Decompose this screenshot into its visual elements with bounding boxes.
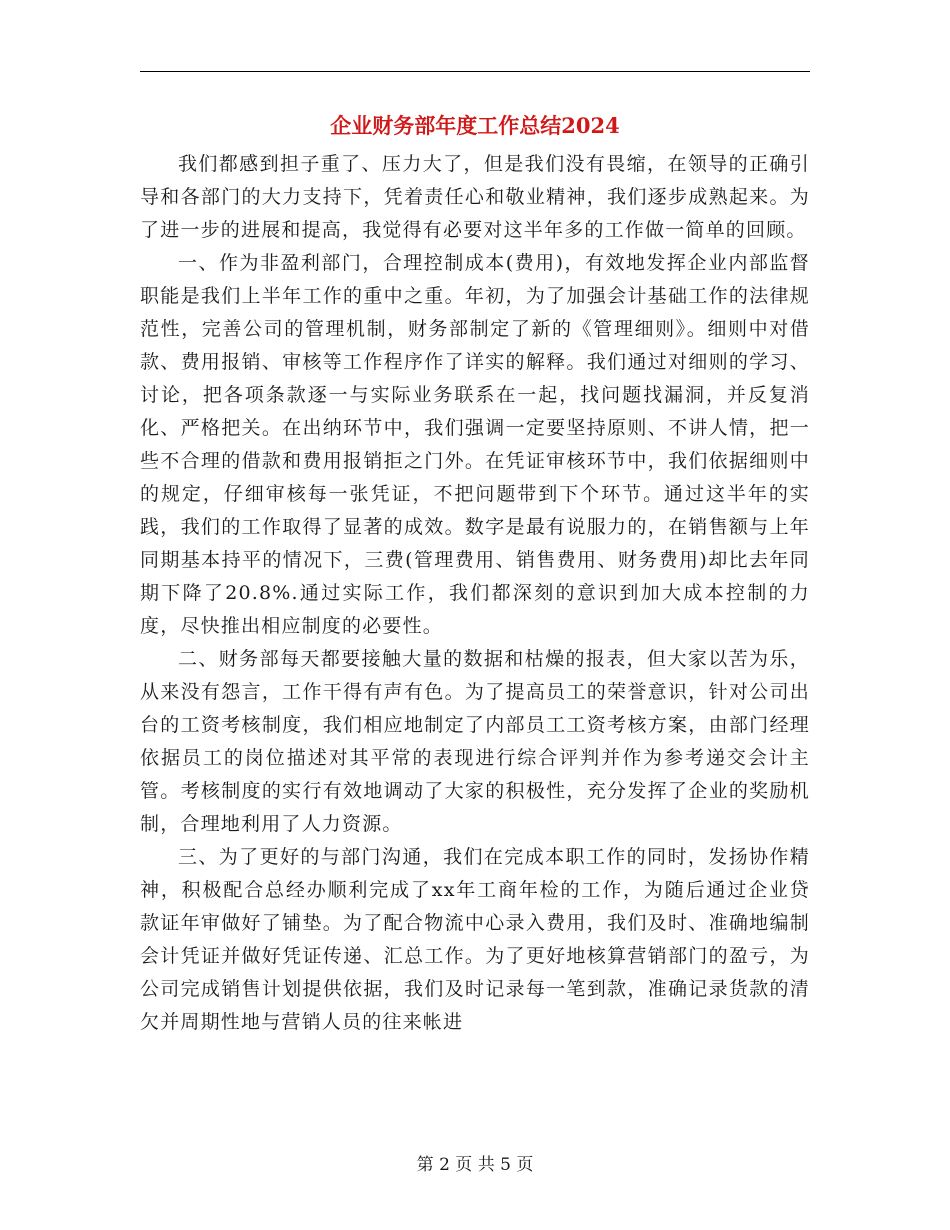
paragraph-intro: 我们都感到担子重了、压力大了，但是我们没有畏缩，在领导的正确引导和各部门的大力支持下，凭着责任心和敬业精神，我们逐步成熟起来。为了进一步的进展和提高，我觉得有必要对这半年多的工作做一简单的回顾。 [140, 153, 810, 241]
header-rule [140, 71, 810, 72]
paragraph-section-2: 二、财务部每天都要接触大量的数据和枯燥的报表，但大家以苦为乐，从来没有怨言，工作干得有声有色。为了提高员工的荣誉意识，针对公司出台的工资考核制度，我们相应地制定了内部员工工资考核方案，由部门经理依据员工的岗位描述对其平常的表现进行综合评判并作为参考递交会计主管。考核制度的实行有效地调动了大家的积极性，充分发挥了企业的奖励机制，合理地利用了人力资源。 [140, 648, 810, 835]
page-number-footer: 第 2 页 共 5 页 [416, 1155, 534, 1175]
document-body [140, 148, 810, 1039]
document-title: 企业财务部年度工作总结2024 [330, 113, 620, 138]
paragraph-section-3: 三、为了更好的与部门沟通，我们在完成本职工作的同时，发扬协作精神，积极配合总经办顺利完成了xx年工商年检的工作，为随后通过企业贷款证年审做好了铺垫。为了配合物流中心录入费用，我们及时、准确地编制会计凭证并做好凭证传递、汇总工作。为了更好地核算营销部门的盈亏，为公司完成销售计划提供依据，我们及时记录每一笔到款，准确记录货款的清欠并周期性地与营销人员的往来帐进 [140, 846, 810, 1033]
paragraph-section-1: 一、作为非盈利部门，合理控制成本(费用)，有效地发挥企业内部监督职能是我们上半年工作的重中之重。年初，为了加强会计基础工作的法律规范性，完善公司的管理机制，财务部制定了新的《管理细则》。细则中对借款、费用报销、审核等工作程序作了详实的解释。我们通过对细则的学习、讨论，把各项条款逐一与实际业务联系在一起，找问题找漏洞，并反复消化、严格把关。在出纳环节中，我们强调一定要坚持原则、不讲人情，把一些不合理的借款和费用报销拒之门外。在凭证审核环节中，我们依据细则中的规定，仔细审核每一张凭证，不把问题带到下个环节。通过这半年的实践，我们的工作取得了显著的成效。数字是最有说服力的，在销售额与上年同期基本持平的情况下，三费(管理费用、销售费用、财务费用)却比去年同期下降了20.8%.通过实际工作，我们都深刻的意识到加大成本控制的力度，尽快推出相应制度的必要性。 [140, 252, 810, 637]
